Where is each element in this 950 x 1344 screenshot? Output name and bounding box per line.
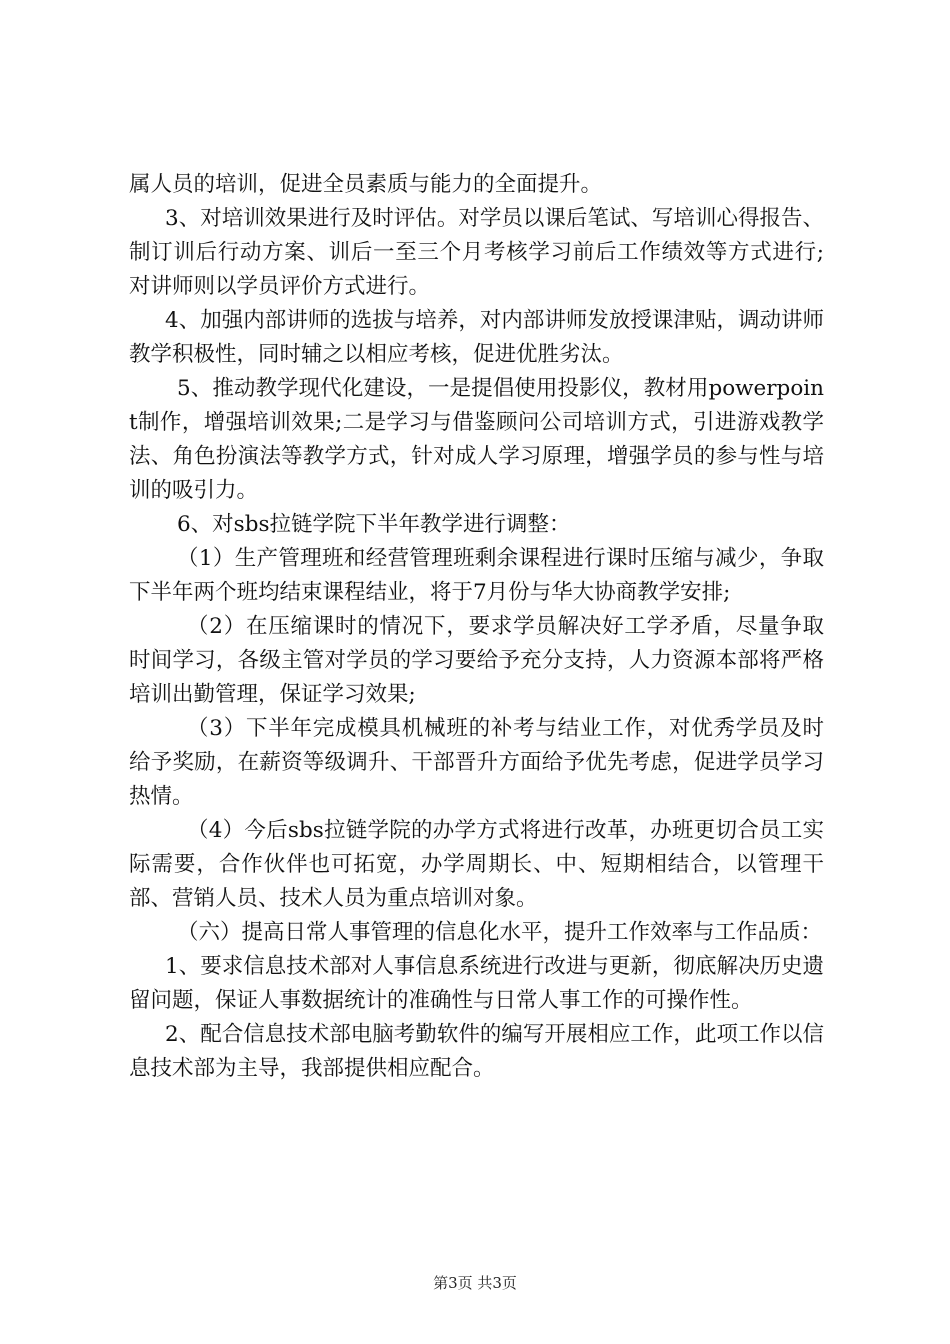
- paragraph-item-4: 4、加强内部讲师的选拔与培养，对内部讲师发放授课津贴，调动讲师教学积极性，同时辅之以相应考核，促进优胜劣汰。: [129, 308, 824, 367]
- page-footer: [0, 1272, 950, 1293]
- paragraph-item-5: 5、推动教学现代化建设，一是提倡使用投影仪，教材用powerpoint制作，增强培训效果;二是学习与借鉴顾问公司培训方式，引进游戏教学法、角色扮演法等教学方式，针对成人学习原理，增强学员的参与性与培训的吸引力。: [129, 376, 824, 503]
- paragraph-section6-item-2: 2、配合信息技术部电脑考勤软件的编写开展相应工作，此项工作以信息技术部为主导，我部提供相应配合。: [129, 1022, 824, 1081]
- paragraph-subitem-4: （4）今后sbs拉链学院的办学方式将进行改革，办班更切合员工实际需要，合作伙伴也可拓宽，办学周期长、中、短期相结合，以管理干部、营销人员、技术人员为重点培训对象。: [129, 818, 824, 911]
- paragraph-section6-item-1: 1、要求信息技术部对人事信息系统进行改进与更新，彻底解决历史遗留问题，保证人事数据统计的准确性与日常人事工作的可操作性。: [129, 954, 824, 1013]
- paragraph-subitem-1: （1）生产管理班和经营管理班剩余课程进行课时压缩与减少，争取下半年两个班均结束课程结业，将于7月份与华大协商教学安排;: [129, 546, 824, 605]
- section-heading-6: （六）提高日常人事管理的信息化水平，提升工作效率与工作品质：: [177, 920, 823, 945]
- paragraph-item-3: 3、对培训效果进行及时评估。对学员以课后笔试、写培训心得报告、制订训后行动方案、训后一至三个月考核学习前后工作绩效等方式进行;对讲师则以学员评价方式进行。: [129, 206, 824, 299]
- paragraph-continuation: 属人员的培训，促进全员素质与能力的全面提升。: [129, 172, 603, 197]
- paragraph-subitem-3: （3）下半年完成模具机械班的补考与结业工作，对优秀学员及时给予奖励，在薪资等级调升、干部晋升方面给予优先考虑，促进学员学习热情。: [129, 716, 824, 809]
- document-body: [129, 168, 824, 1086]
- paragraph-subitem-2: （2）在压缩课时的情况下，要求学员解决好工学矛盾，尽量争取时间学习，各级主管对学员的学习要给予充分支持，人力资源本部将严格培训出勤管理，保证学习效果;: [129, 614, 824, 707]
- paragraph-item-6: 6、对sbs拉链学院下半年教学进行调整：: [177, 512, 571, 537]
- page-number-label: 第3页 共3页: [433, 1274, 517, 1292]
